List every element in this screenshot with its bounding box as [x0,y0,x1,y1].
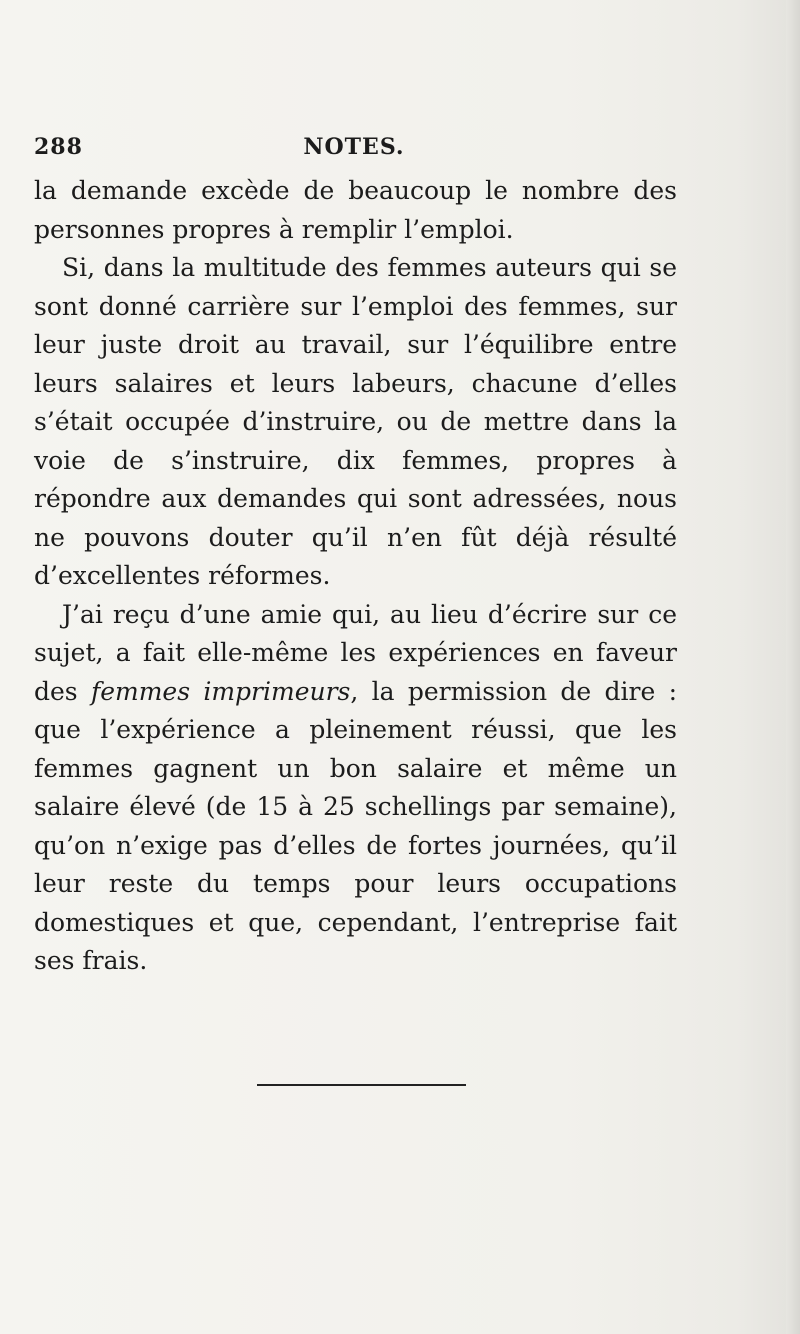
paragraph-text-after-emphasis: , la permission de dire : que l’expérience a pleinement réussi, que les femmes gagnent un bon salaire et même un salaire élevé (de 15 à 25 schellings par semaine), qu’on n’exige pas d’elles de fortes journées, qu’il leur reste du temps pour leurs occupations domestiques et que, cependant, l’entreprise fait ses frais. [34,676,677,975]
page-body [34,172,677,981]
page-edge-shadow [786,0,800,1334]
paragraph-text-before-emphasis: J’ai reçu d’une amie qui, au lieu d’écrire sur ce sujet, a fait elle-même les expériences en faveur des [34,599,677,706]
italic-emphasis: femmes imprimeurs [90,676,351,706]
paragraph-women-printers [34,596,677,981]
paragraph-women-authors: Si, dans la multitude des femmes auteurs qui se sont donné carrière sur l’emploi des femmes, sur leur juste droit au travail, sur l’équilibre entre leurs salaires et leurs labeurs, chacune d’elles s’était occupée d’instruire, ou de mettre dans la voie de s’instruire, dix femmes, propres à répondre aux demandes qui sont adressées, nous ne pouvons douter qu’il n’en fût déjà résulté d’excellentes réformes. [34,253,677,590]
page-number: 288 [34,134,83,160]
paragraph-continued: la demande excède de beaucoup le nombre des personnes propres à remplir l’emploi. [34,176,677,244]
section-rule [257,1084,466,1086]
page-header [34,130,674,164]
running-head: NOTES. [303,134,405,160]
